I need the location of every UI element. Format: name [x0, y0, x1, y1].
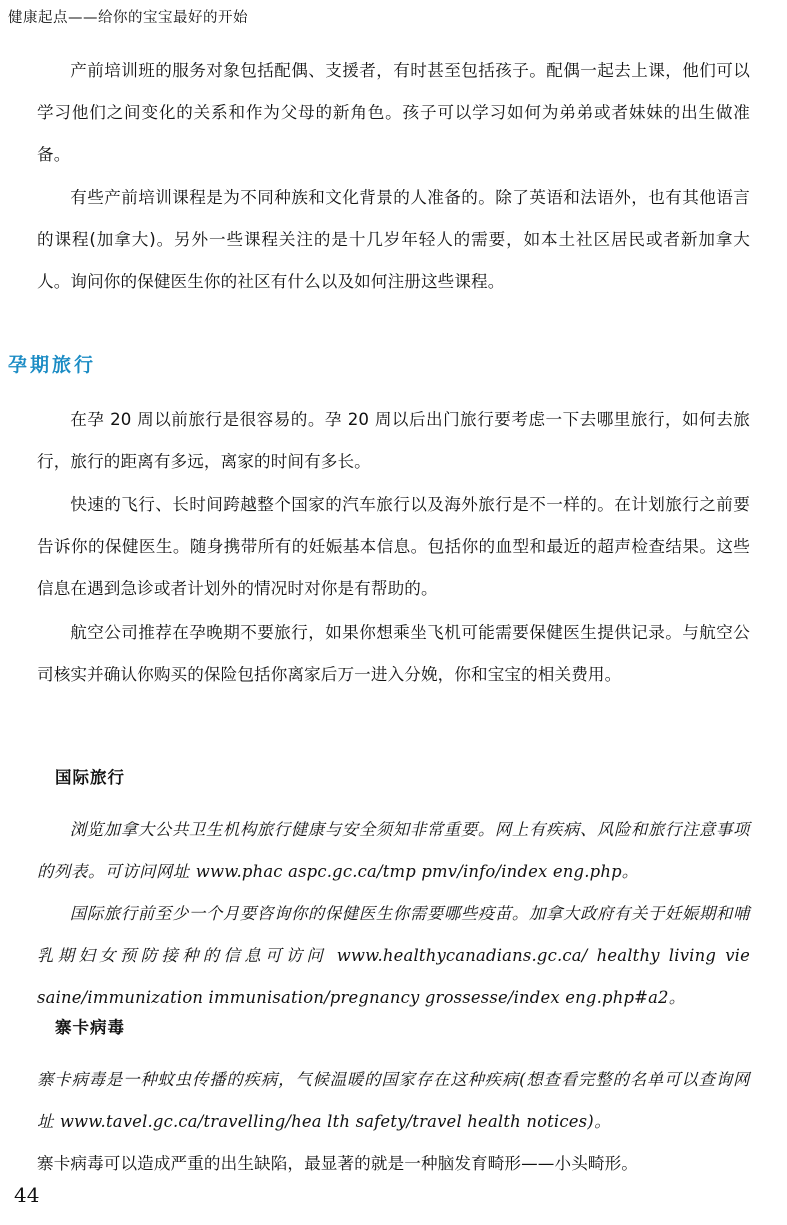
sub-heading-international-travel: 国际旅行	[55, 768, 125, 787]
paragraph-prenatal-class-languages: 有些产前培训课程是为不同种族和文化背景的人准备的。除了英语和法语外，也有其他语言的课程(加拿大)。另外一些课程关注的是十几岁年轻人的需要，如本土社区居民或者新加拿大人。询问你的保健医生你的社区有什么以及如何注册这些课程。	[37, 188, 750, 291]
paragraph-block-2	[37, 177, 750, 303]
running-header: 健康起点——给你的宝宝最好的开始	[8, 10, 248, 26]
paragraph-airline-recommendation: 航空公司推荐在孕晚期不要旅行，如果你想乘坐飞机可能需要保健医生提供记录。与航空公司核实并确认你购买的保险包括你离家后万一进入分娩，你和宝宝的相关费用。	[37, 623, 750, 684]
paragraph-phac-text-post: 。	[621, 862, 639, 881]
paragraph-block-6	[37, 809, 750, 893]
paragraph-zika-description	[37, 1059, 750, 1143]
paragraph-vaccination-info	[37, 893, 750, 1019]
paragraph-block-5	[37, 612, 750, 696]
text-column-zika	[37, 1015, 750, 1173]
paragraph-phac-text-pre: 浏览加拿大公共卫生机构旅行健康与安全须知非常重要。网上有疾病、风险和旅行注意事项的列表。可访问网址	[37, 820, 750, 881]
paragraph-zika-text-post: )。	[587, 1112, 612, 1131]
paragraph-phac-travel-notice	[37, 809, 750, 893]
paragraph-block-9	[37, 1143, 750, 1185]
paragraph-prenatal-class-audience: 产前培训班的服务对象包括配偶、支援者，有时甚至包括孩子。配偶一起去上课，他们可以学习他们之间变化的关系和作为父母的新角色。孩子可以学习如何为弟弟或者妹妹的出生做准备。	[37, 61, 750, 164]
paragraph-block-7	[37, 893, 750, 1019]
paragraph-zika-birth-defects: 寨卡病毒可以造成严重的出生缺陷，最显著的就是一种脑发育畸形——小头畸形。	[37, 1154, 638, 1173]
sub-heading-zika-virus: 寨卡病毒	[55, 1018, 125, 1037]
section-heading-pregnancy-travel: 孕期旅行	[8, 354, 97, 376]
paragraph-block-4	[37, 484, 750, 610]
paragraph-block-3	[37, 399, 750, 483]
paragraph-zika-text-pre: 寨卡病毒是一种蚊虫传播的疾病，气候温暖的国家存在这种疾病(想查看完整的名单可以查询网址	[37, 1070, 750, 1131]
paragraph-block-8	[37, 1059, 750, 1143]
paragraph-travel-planning: 快速的飞行、长时间跨越整个国家的汽车旅行以及海外旅行是不一样的。在计划旅行之前要告诉你的保健医生。随身携带所有的妊娠基本信息。包括你的血型和最近的超声检查结果。这些信息在遇到急诊或者计划外的情况时对你是有帮助的。	[37, 495, 750, 598]
paragraph-block-1	[37, 50, 750, 176]
paragraph-travel-before-20-weeks: 在孕 20 周以前旅行是很容易的。孕 20 周以后出门旅行要考虑一下去哪里旅行，如何去旅行，旅行的距离有多远，离家的时间有多长。	[37, 410, 750, 471]
page-number: 44	[14, 1183, 40, 1207]
paragraph-vaccination-text-post: 。	[668, 988, 686, 1007]
paragraph-vaccination-text-pre: 国际旅行前至少一个月要咨询你的保健医生你需要哪些疫苗。加拿大政府有关于妊娠期和哺乳期妇女预防接种的信息可访问	[37, 904, 750, 965]
url-phac-travel-health: www.phac aspc.gc.ca/tmp pmv/info/index eng.php	[195, 862, 622, 881]
url-healthycanadians-immunization: www.healthycanadians.gc.ca/ healthy living vie saine/immunization immunisation/pregnancy grossesse/index eng.php#a2	[37, 946, 750, 1007]
text-column-international	[37, 765, 750, 1007]
url-travel-health-notices: www.tavel.gc.ca/travelling/hea lth safety/travel health notices	[59, 1112, 588, 1131]
